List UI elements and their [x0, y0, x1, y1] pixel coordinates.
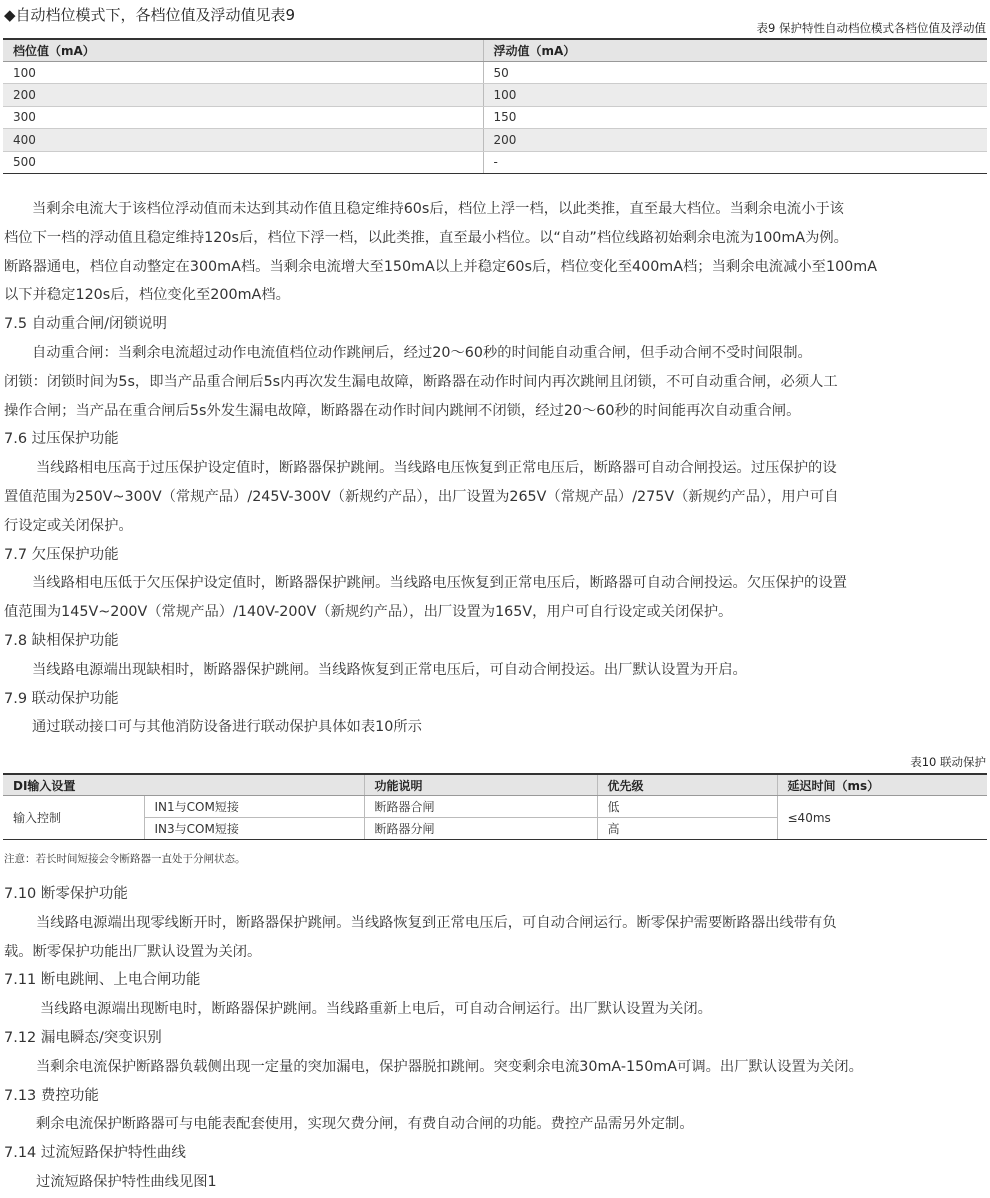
table-cell: 300	[3, 106, 483, 128]
section-heading-7-10: 7.10 断零保护功能	[4, 886, 128, 902]
table10	[3, 773, 987, 840]
table-cell: IN3与COM短接	[144, 818, 364, 840]
table-cell: 500	[3, 151, 483, 173]
paragraph-line: 行设定或关闭保护。	[4, 517, 133, 534]
table9-header-float: 浮动值（mA）	[483, 39, 987, 62]
table10-group-label: 输入控制	[3, 796, 144, 840]
paragraph-line: 当剩余电流保护断路器负载侧出现一定量的突加漏电，保护器脱扣跳闸。突变剩余电流30mA-150mA可调。出厂默认设置为关闭。	[36, 1058, 863, 1075]
paragraph-line: 当线路电源端出现零线断开时，断路器保护跳闸。当线路恢复到正常电压后，可自动合闸运行。断零保护需要断路器出线带有负	[36, 914, 837, 931]
table-cell: 高	[597, 818, 777, 840]
section-heading-7-8: 7.8 缺相保护功能	[4, 632, 119, 649]
section-heading-7-5: 7.5 自动重合闸/闭锁说明	[4, 316, 168, 333]
paragraph-line: 载。断零保护功能出厂默认设置为关闭。	[4, 943, 262, 960]
table9-header-gear: 档位值（mA）	[3, 39, 483, 62]
table10-note: 注意：若长时间短接会令断路器一直处于分闸状态。	[4, 853, 246, 865]
section-heading-7-9: 7.9 联动保护功能	[4, 690, 119, 707]
table9	[3, 38, 987, 174]
table-row	[3, 796, 987, 818]
table10-delay: ≤40ms	[777, 796, 987, 840]
table10-header-function: 功能说明	[364, 774, 597, 796]
paragraph-line: 闭锁：闭锁时间为5s，即当产品重合闸后5s内再次发生漏电故障，断路器在动作时间内再次跳闸且闭锁，不可自动重合闸，必须人工	[4, 373, 838, 390]
table10-header-priority: 优先级	[597, 774, 777, 796]
paragraph-line: 置值范围为250V~300V（常规产品）/245V-300V（新规约产品），出厂设置为265V（常规产品）/275V（新规约产品），用户可自	[4, 488, 839, 505]
table-cell: 断路器合闸	[364, 796, 597, 818]
table-cell: 断路器分闸	[364, 818, 597, 840]
table-cell: 100	[483, 84, 987, 106]
table-row	[3, 151, 987, 173]
table-cell: -	[483, 151, 987, 173]
table-cell: 150	[483, 106, 987, 128]
paragraph-line: 操作合闸；当产品在重合闸后5s外发生漏电故障，断路器在动作时间内跳闸不闭锁，经过20～60秒的时间能再次自动重合闸。	[4, 402, 801, 419]
table-cell: 低	[597, 796, 777, 818]
body-text-block-2	[4, 880, 988, 1197]
table-cell: 200	[3, 84, 483, 106]
paragraph-line: 当线路电源端出现断电时，断路器保护跳闸。当线路重新上电后，可自动合闸运行。出厂默认设置为关闭。	[40, 1001, 712, 1018]
table10-header-delay: 延迟时间（ms）	[777, 774, 987, 796]
paragraph-line: 值范围为145V~200V（常规产品）/140V-200V（新规约产品），出厂设置为165V，用户可自行设定或关闭保护。	[4, 604, 733, 621]
table10-caption: 表10 联动保护	[910, 755, 986, 769]
table-cell: IN1与COM短接	[144, 796, 364, 818]
section-heading-7-14: 7.14 过流短路保护特性曲线	[4, 1145, 186, 1162]
paragraph-line: 剩余电流保护断路器可与电能表配套使用，实现欠费分闸，有费自动合闸的功能。费控产品需另外定制。	[36, 1116, 694, 1133]
section-heading-7-13: 7.13 费控功能	[4, 1087, 99, 1104]
paragraph-line: 当线路相电压低于欠压保护设定值时，断路器保护跳闸。当线路电压恢复到正常电压后，断路器可自动合闸投运。欠压保护的设置	[32, 575, 847, 592]
table9-header-row	[3, 39, 987, 62]
table-cell: 200	[483, 129, 987, 151]
paragraph-line: 档位下一档的浮动值且稳定维持120s后，档位下浮一档，以此类推，直至最小档位。以“自动”档位线路初始剩余电流为100mA为例。	[4, 229, 848, 246]
table-cell: 50	[483, 62, 987, 84]
table9-caption: 表9 保护特性自动档位模式各档位值及浮动值	[756, 21, 986, 35]
paragraph-line: 过流短路保护特性曲线见图1	[36, 1173, 217, 1190]
paragraph-line: 断路器通电，档位自动整定在300mA档。当剩余电流增大至150mA以上并稳定60s后，档位变化至400mA档；当剩余电流减小至100mA	[4, 258, 877, 275]
paragraph-line: 当剩余电流大于该档位浮动值而未达到其动作值且稳定维持60s后，档位上浮一档，以此类推，直至最大档位。当剩余电流小于该	[32, 201, 844, 217]
table-cell: 100	[3, 62, 483, 84]
table-cell: 400	[3, 129, 483, 151]
table-row	[3, 129, 987, 151]
paragraph-line: 当线路电源端出现缺相时，断路器保护跳闸。当线路恢复到正常电压后，可自动合闸投运。出厂默认设置为开启。	[32, 661, 747, 678]
section-heading-7-6: 7.6 过压保护功能	[4, 431, 119, 448]
section-heading-7-12: 7.12 漏电瞬态/突变识别	[4, 1029, 162, 1046]
table-row	[3, 106, 987, 128]
body-text-block-1	[4, 195, 988, 742]
paragraph-line: 以下并稳定120s后，档位变化至200mA档。	[4, 287, 290, 304]
intro-line: ◆自动档位模式下，各档位值及浮动值见表9	[4, 6, 296, 24]
section-heading-7-11: 7.11 断电跳闸、上电合闸功能	[4, 972, 201, 989]
section-heading-7-7: 7.7 欠压保护功能	[4, 546, 119, 563]
paragraph-line: 通过联动接口可与其他消防设备进行联动保护具体如表10所示	[32, 719, 422, 736]
table-row	[3, 84, 987, 106]
table-row	[3, 62, 987, 84]
table10-header-di: DI输入设置	[3, 774, 364, 796]
paragraph-line: 当线路相电压高于过压保护设定值时，断路器保护跳闸。当线路电压恢复到正常电压后，断路器可自动合闸投运。过压保护的设	[36, 460, 837, 477]
paragraph-line: 自动重合闸：当剩余电流超过动作电流值档位动作跳闸后，经过20～60秒的时间能自动重合闸，但手动合闸不受时间限制。	[32, 344, 812, 361]
table10-header-row	[3, 774, 987, 796]
